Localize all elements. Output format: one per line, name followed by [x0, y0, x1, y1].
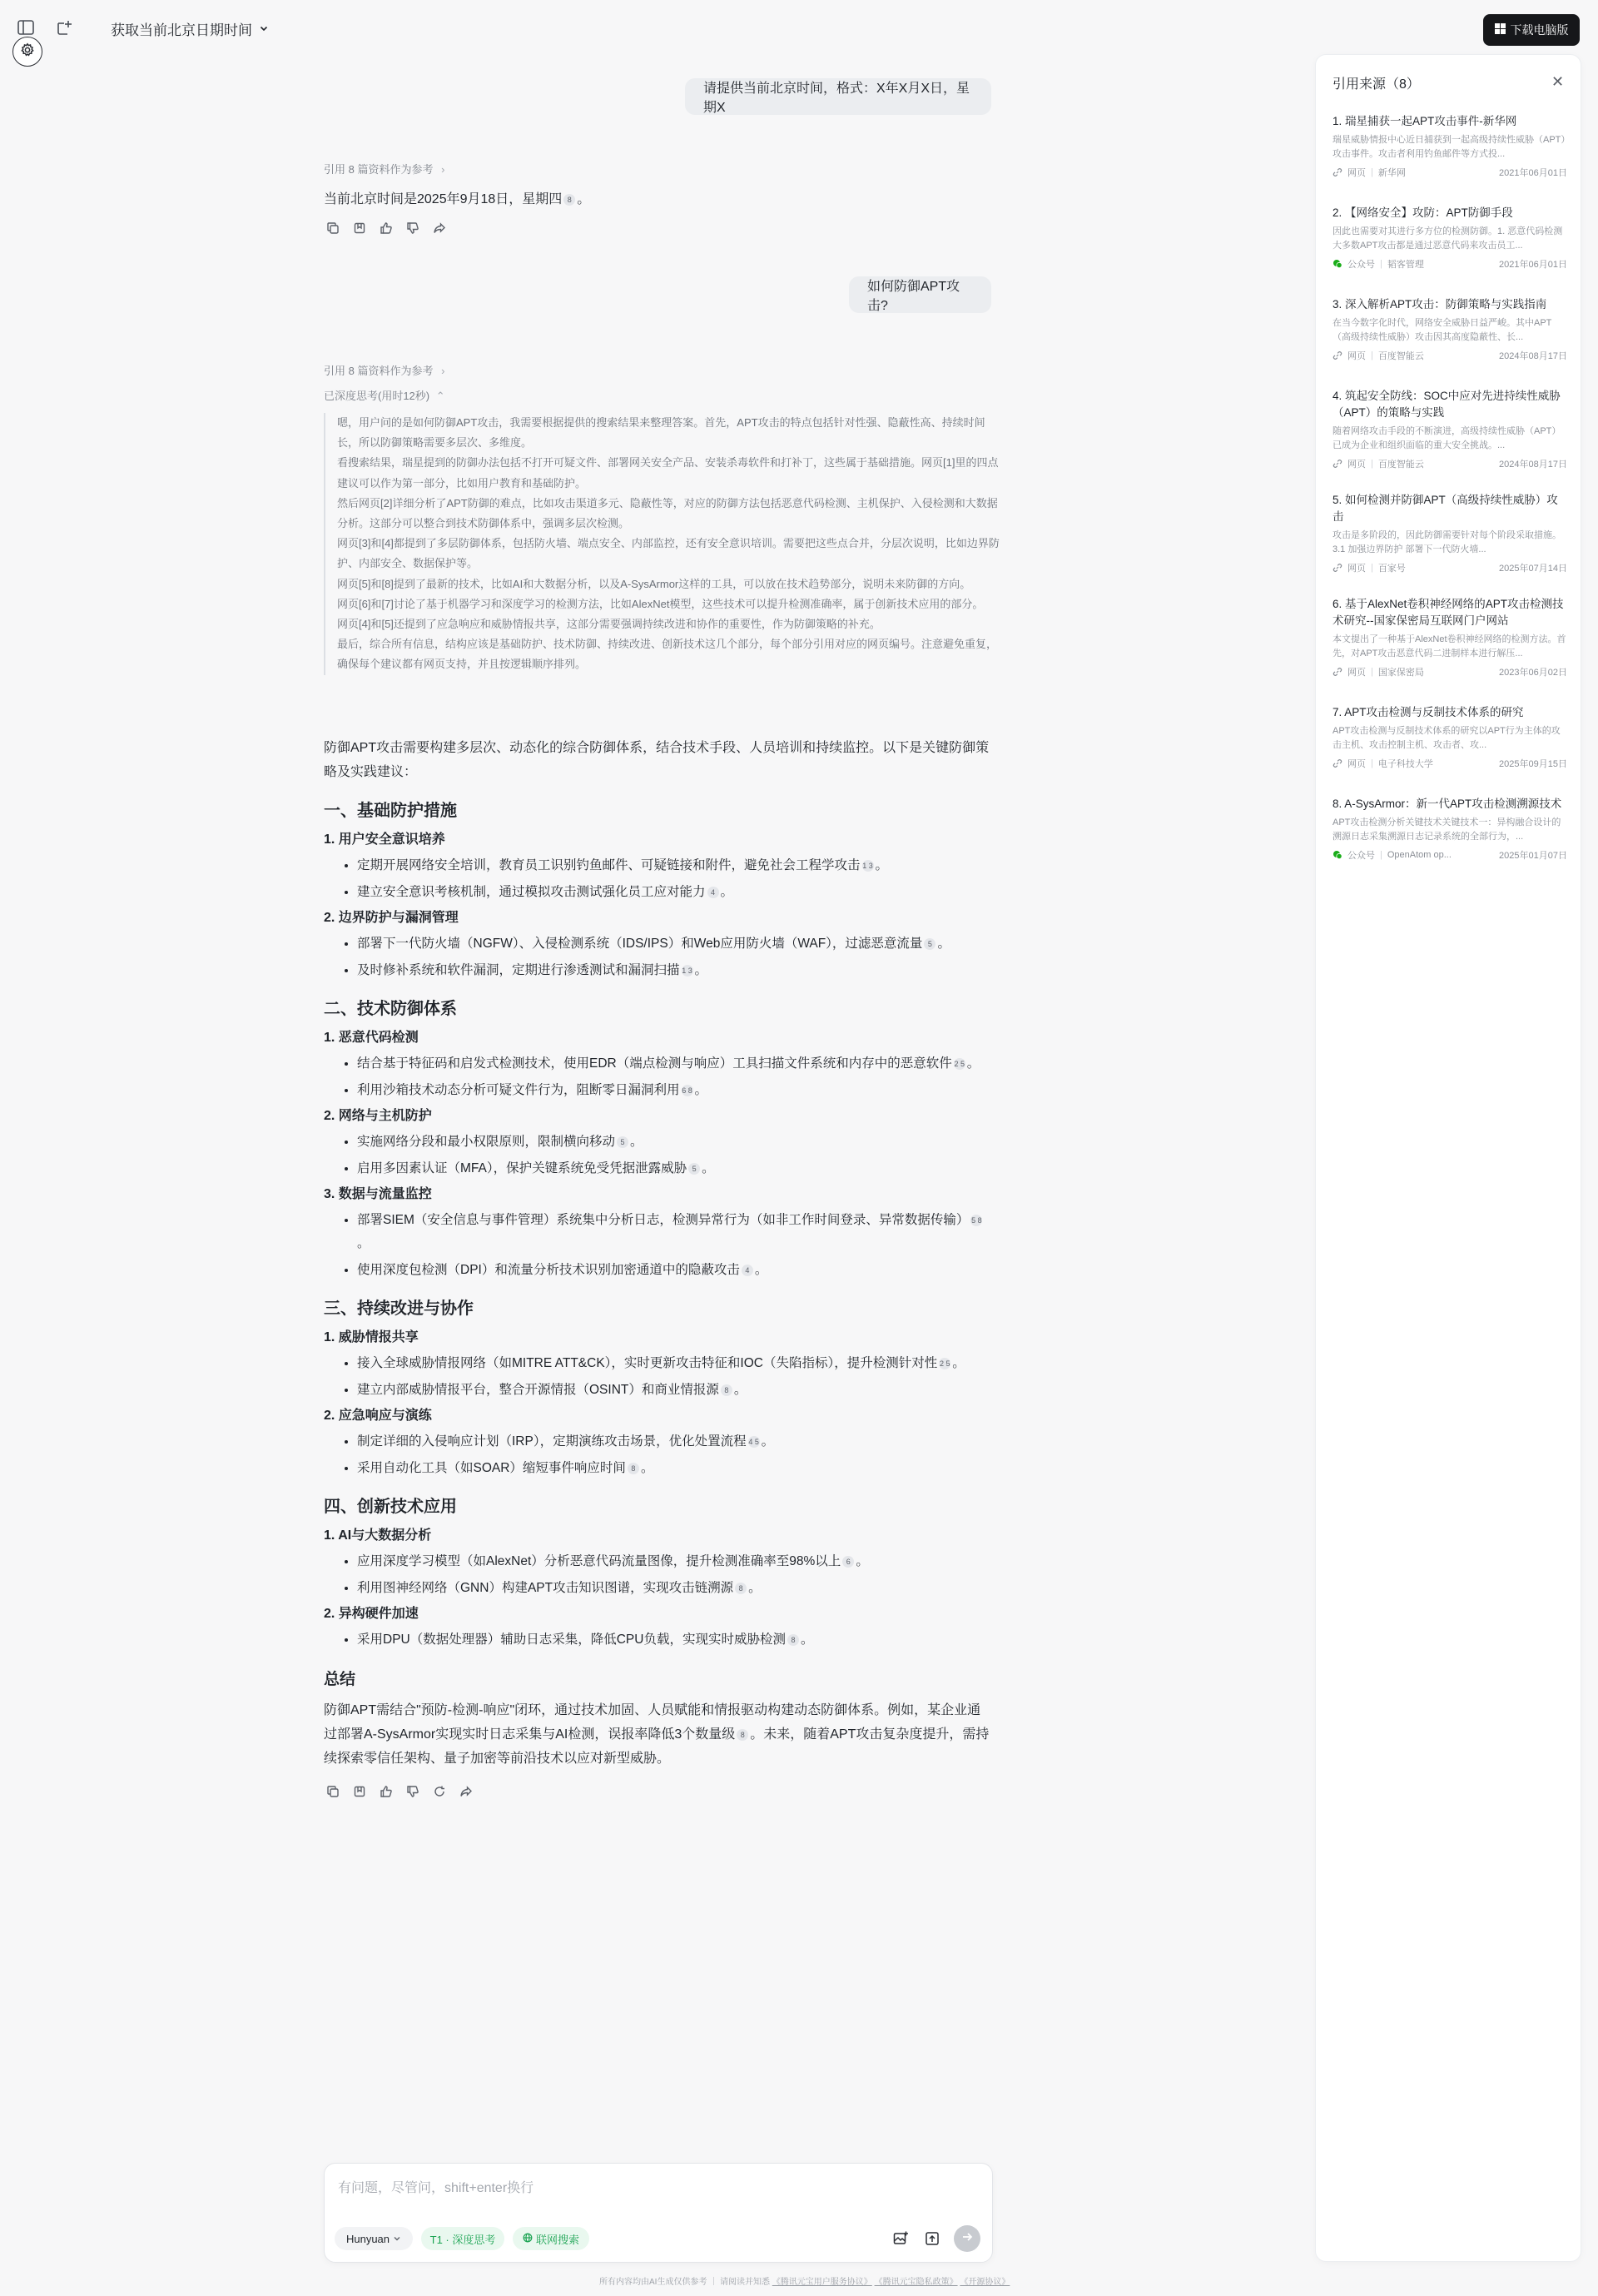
conversation-title[interactable] [111, 18, 269, 39]
source-date: 2024年08月17日 [1499, 460, 1567, 470]
citation-badge[interactable]: 5 8 [971, 1216, 982, 1225]
footer-link-privacy[interactable]: 《腾讯元宝隐私政策》 [874, 2278, 958, 2287]
list-item-text: 定期开展网络安全培训，教育员工识别钓鱼邮件、可疑链接和附件，避免社会工程学攻击 [357, 858, 861, 872]
image-upload-icon[interactable] [892, 2230, 909, 2251]
source-snippet: 攻击是多阶段的，因此防御需要针对每个阶段采取措施。3.1 加强边界防护 部署下一代防火墙... [1332, 530, 1561, 554]
citation-badge[interactable]: 8 [787, 1634, 799, 1646]
list-item-text: 结合基于特征码和启发式检测技术，使用EDR（端点检测与响应）工具扫描文件系统和内存中的恶意软件 [357, 1056, 952, 1071]
thinking-toggle[interactable] [324, 387, 445, 403]
message-actions [324, 219, 449, 237]
list-item [357, 1259, 990, 1282]
separator: | [1380, 259, 1382, 269]
source-card[interactable] [1332, 492, 1567, 574]
sentence-end: 。 [577, 192, 591, 206]
web-search-toggle[interactable] [513, 2227, 589, 2250]
source-title[interactable]: 3. 深入解析APT攻击：防御策略与实践指南 [1332, 298, 1547, 311]
chevron-down-icon [393, 2233, 401, 2245]
separator: | [1371, 667, 1373, 677]
sentence-end: 。 [875, 858, 889, 872]
subsection-heading: 2. 边界防护与漏洞管理 [324, 911, 459, 925]
chevron-right-icon: › [441, 163, 445, 176]
sources-panel-title: 引用来源（8） [1332, 77, 1420, 92]
sentence-end: 。 [754, 1263, 768, 1277]
source-title[interactable]: 6. 基于AlexNet卷积神经网络的APT攻击检测技术研究--国家保密局互联网门户网站 [1332, 598, 1564, 627]
source-title[interactable]: 4. 筑起安全防线：SOC中应对先进持续性威胁（APT）的策略与实践 [1332, 390, 1561, 419]
sentence-end: 。 [694, 963, 708, 977]
citation-badge[interactable]: 5 [688, 1163, 700, 1175]
list-item-text: 制定详细的入侵响应计划（IRP），定期演练攻击场景，优化处置流程 [357, 1434, 747, 1449]
list-item [357, 1430, 990, 1454]
source-title[interactable]: 2. 【网络安全】攻防：APT防御手段 [1332, 206, 1513, 219]
bullet-list [324, 854, 990, 904]
share-icon[interactable] [430, 219, 449, 237]
thumbs-up-icon[interactable] [377, 219, 395, 237]
source-type: 公众号 [1347, 260, 1375, 270]
thinking-paragraph: 嗯，用户问的是如何防御APT攻击，我需要根据提供的搜索结果来整理答案。首先，APT攻击的特点包括针对性强、隐蔽性高、持续时间长，所以防御策略需要多层次、多维度。 [337, 416, 985, 450]
list-item [357, 1352, 990, 1375]
source-snippet: APT攻击检测与反制技术体系的研究以APT行为主体的攻击主机、攻击控制主机、攻击者、攻... [1332, 726, 1561, 750]
separator: | [1371, 350, 1373, 360]
source-card[interactable] [1332, 796, 1567, 862]
source-meta [1332, 349, 1567, 362]
subsection-heading: 2. 异构硬件加速 [324, 1607, 419, 1621]
list-item [357, 1577, 990, 1600]
link-icon [1332, 667, 1342, 677]
source-date: 2025年07月14日 [1499, 564, 1567, 574]
list-item-text: 部署SIEM（安全信息与事件管理）系统集中分析日志，检测异常行为（如非工作时间登录、异常数据传输） [357, 1213, 970, 1227]
sentence-end: 。 [733, 1383, 747, 1397]
share-icon[interactable] [457, 1782, 475, 1801]
bullet-list [324, 1209, 990, 1282]
user-message-text: 如何防御APT攻击? [867, 280, 960, 313]
chevron-down-icon [259, 21, 269, 37]
section-heading: 二、技术防御体系 [324, 1000, 457, 1018]
source-snippet: APT攻击检测分析关键技术关键技术一：异构融合设计的溯源日志采集溯源日志记录系统的全部行为，... [1332, 818, 1561, 842]
user-message [849, 276, 991, 313]
web-search-label: 联网搜索 [535, 2233, 579, 2246]
thinking-paragraph: 然后网页[2]详细分析了APT防御的难点，比如攻击渠道多元、隐蔽性等，对应的防御方法包括恶意代码检测、主机保护、入侵检测和大数据分析。这部分可以整合到技术防御体系中，强调多层次检测。 [337, 496, 998, 530]
link-icon [1332, 459, 1342, 469]
download-label: 下载电脑版 [1510, 23, 1569, 37]
user-message-text: 请提供当前北京时间，格式：X年X月X日，星期X [703, 82, 970, 115]
citation-badge[interactable]: 2 5 [939, 1359, 950, 1368]
source-date: 2023年06月02日 [1499, 668, 1567, 678]
list-item [357, 1457, 990, 1480]
summary-text-a: 防御APT需结合"预防-检测-响应"闭环，通过技术加固、人员赋能和情报驱动构建动态防御体系。例如，某企业通过部署A-SysArmor实现实时日志采集与AI检测，误报率降低3个数量级 [324, 1703, 981, 1742]
references-label: 引用 8 篇资料作为参考 [324, 365, 434, 377]
bullet-list [324, 1430, 990, 1480]
thinking-paragraph: 网页[3]和[4]都提到了多层防御体系，包括防火墙、端点安全、内部监控，还有安全意识培训。需要把这些点合并，分层次说明，比如边界防护、内部安全、数据保护等。 [337, 537, 1000, 570]
thumbs-down-icon[interactable] [404, 1782, 422, 1801]
deep-think-toggle[interactable] [421, 2227, 504, 2250]
citation-badge[interactable]: 4 5 [748, 1438, 759, 1446]
windows-icon [1495, 23, 1506, 37]
summary-text-b: 。未来，随着APT攻击复杂度提升，需持续探索零信任架构、量子加密等前沿技术以应对新型威胁。 [324, 1727, 990, 1766]
sentence-end: 。 [720, 885, 734, 899]
thumbs-up-icon[interactable] [377, 1782, 395, 1801]
list-item-text: 应用深度学习模型（如AlexNet）分析恶意代码流量图像，提升检测准确率至98%以上 [357, 1554, 841, 1568]
list-item-text: 采用自动化工具（如SOAR）缩短事件响应时间 [357, 1461, 626, 1475]
download-desktop-button[interactable] [1483, 14, 1580, 46]
chevron-up-icon: ⌃ [435, 390, 445, 402]
source-site: 电子科技大学 [1377, 759, 1433, 769]
bookmark-icon[interactable] [350, 1782, 369, 1801]
source-date: 2024年08月17日 [1499, 351, 1567, 361]
thinking-content [324, 413, 1003, 675]
source-card[interactable] [1332, 296, 1567, 362]
link-icon [1332, 563, 1342, 573]
thinking-paragraph: 最后，综合所有信息，结构应该是基础防护、技术防御、持续改进、创新技术这几个部分，每个部分引用对应的网页编号。注意避免重复，确保每个建议都有网页支持，并且按逻辑顺序排列。 [337, 638, 998, 671]
list-item-text: 建立内部威胁情报平台，整合开源情报（OSINT）和商业情报源 [357, 1383, 719, 1397]
chevron-right-icon: › [441, 365, 445, 377]
sentence-end: 。 [630, 1135, 643, 1149]
citation-badge[interactable]: 8 [737, 1729, 748, 1741]
source-card[interactable] [1332, 388, 1567, 470]
thinking-paragraph: 网页[6]和[7]讨论了基于机器学习和深度学习的检测方法，比如AlexNet模型，这些技术可以提升检测准确率，属于创新技术应用的部分。 [337, 597, 984, 610]
sources-panel [1316, 55, 1581, 2261]
deep-think-label: T1 · 深度思考 [429, 2233, 496, 2246]
source-type: 网页 [1347, 564, 1366, 574]
list-item-text: 利用图神经网络（GNN）构建APT攻击知识图谱，实现攻击链溯源 [357, 1581, 734, 1595]
sentence-end: 。 [952, 1356, 965, 1370]
source-snippet: 瑞星威胁情报中心近日捕获到一起高级持续性威胁（APT）攻击事件。攻击者利用钓鱼邮件等方式投... [1332, 135, 1566, 159]
source-site: OpenAtom op... [1387, 850, 1452, 860]
references-toggle[interactable] [324, 362, 444, 378]
subsection-heading: 1. 恶意代码检测 [324, 1031, 419, 1045]
source-site: 百度智能云 [1377, 351, 1424, 361]
citation-badge[interactable]: 8 [721, 1384, 732, 1396]
list-item-text: 启用多因素认证（MFA），保护关键系统免受凭据泄露威胁 [357, 1161, 687, 1175]
sentence-end: 。 [357, 1236, 370, 1250]
citation-badge[interactable]: 1 3 [862, 862, 873, 870]
bullet-list [324, 1131, 990, 1180]
section-heading: 四、创新技术应用 [324, 1498, 457, 1516]
citation-badge[interactable]: 5 [617, 1136, 628, 1148]
message-actions [324, 1782, 990, 1801]
subsection-heading: 2. 应急响应与演练 [324, 1409, 432, 1423]
source-site: 韬客管理 [1387, 260, 1424, 270]
source-site: 百度智能云 [1377, 460, 1424, 470]
copy-icon[interactable] [324, 219, 342, 237]
source-meta [1332, 257, 1567, 271]
list-item-text: 及时修补系统和软件漏洞，定期进行渗透测试和漏洞扫描 [357, 963, 680, 977]
citation-badge[interactable]: 6 [842, 1556, 854, 1568]
sentence-end: 。 [748, 1581, 762, 1595]
list-item [357, 1079, 990, 1102]
source-site: 百家号 [1377, 564, 1406, 574]
footer-disclaimer [599, 2274, 1010, 2287]
thinking-paragraph: 看搜索结果，瑞星提到的防御办法包括不打开可疑文件、部署网关安全产品、安装杀毒软件和打补丁，这些属于基础措施。网页[1]里的四点建议可以作为第一部分，比如用户教育和基础防护。 [337, 456, 999, 490]
list-item-text: 部署下一代防火墙（NGFW）、入侵检测系统（IDS/IPS）和Web应用防火墙（WAF），过滤恶意流量 [357, 937, 923, 951]
source-type: 网页 [1347, 759, 1366, 769]
source-meta [1332, 561, 1567, 574]
chat-input-box[interactable] [324, 2163, 993, 2263]
footer-text: 所有内容均由AI生成仅供参考 ｜ 请阅读并知悉 [599, 2278, 771, 2287]
send-arrow-icon [961, 2231, 973, 2247]
source-snippet: 本文提出了一种基于AlexNet卷积神经网络的检测方法。首先，对APT攻击恶意代码二进制样本进行解压... [1332, 634, 1566, 658]
list-item-text: 实施网络分段和最小权限原则，限制横向移动 [357, 1135, 616, 1149]
source-date: 2025年01月07日 [1499, 851, 1567, 861]
settings-button[interactable] [12, 37, 42, 67]
model-selector[interactable] [335, 2227, 413, 2250]
source-meta [1332, 166, 1567, 179]
citation-badge[interactable]: 6 8 [682, 1086, 692, 1095]
source-meta [1332, 457, 1567, 470]
link-icon [1332, 758, 1342, 768]
answer-sections [324, 799, 990, 1652]
source-type: 网页 [1347, 168, 1366, 178]
source-title[interactable]: 5. 如何检测并防御APT（高级持续性威胁）攻击 [1332, 494, 1558, 523]
subsection-heading: 1. 用户安全意识培养 [324, 832, 445, 847]
new-chat-icon[interactable] [55, 18, 77, 40]
source-card[interactable] [1332, 205, 1567, 271]
list-item [357, 1209, 990, 1255]
list-item [357, 932, 990, 956]
separator: | [1371, 459, 1373, 469]
link-icon [1332, 167, 1342, 177]
list-item [357, 1628, 990, 1652]
bullet-list [324, 1550, 990, 1600]
source-snippet: 因此也需要对其进行多方位的检测防御。1. 恶意代码检测大多数APT攻击都是通过恶意代码来攻击员工... [1332, 226, 1563, 251]
citation-badge[interactable]: 8 [563, 194, 575, 206]
thinking-paragraph: 网页[5]和[8]提到了最新的技术，比如AI和大数据分析，以及A-SysArmor这样的工具，可以放在技术趋势部分，说明未来防御的方向。 [337, 577, 971, 590]
bookmark-icon[interactable] [350, 219, 369, 237]
source-card[interactable] [1332, 113, 1567, 179]
list-item [357, 1550, 990, 1573]
list-item-text: 使用深度包检测（DPI）和流量分析技术识别加密通道中的隐蔽攻击 [357, 1263, 740, 1277]
summary-heading: 总结 [324, 1671, 356, 1688]
source-meta [1332, 665, 1567, 678]
references-toggle[interactable] [324, 161, 444, 176]
source-card[interactable] [1332, 596, 1567, 678]
source-card[interactable] [1332, 704, 1567, 770]
section-heading: 三、持续改进与协作 [324, 1300, 474, 1318]
thinking-paragraph: 网页[4]和[5]还提到了应急响应和威胁情报共享，这部分需要强调持续改进和协作的重要性，作为防御策略的补充。 [337, 618, 881, 631]
thumbs-down-icon[interactable] [404, 219, 422, 237]
bullet-list [324, 1052, 990, 1102]
source-date: 2021年06月01日 [1499, 168, 1567, 178]
list-item-text: 利用沙箱技术动态分析可疑文件行为，阻断零日漏洞利用 [357, 1083, 680, 1097]
sentence-end: 。 [702, 1161, 715, 1175]
separator: | [1371, 758, 1373, 768]
list-item [357, 1157, 990, 1180]
source-type: 公众号 [1347, 851, 1375, 861]
sentence-end: 。 [966, 1056, 980, 1071]
section-heading: 一、基础防护措施 [324, 802, 457, 820]
footer-link-terms[interactable]: 《腾讯元宝用户服务协议》 [772, 2278, 872, 2287]
wechat-icon [1332, 259, 1342, 269]
references-label: 引用 8 篇资料作为参考 [324, 163, 434, 176]
sentence-end: 。 [694, 1083, 708, 1097]
assistant-answer [324, 736, 990, 1801]
source-title[interactable]: 8. A-SysArmor：新一代APT攻击检测溯源技术 [1332, 798, 1562, 810]
source-site: 国家保密局 [1377, 668, 1424, 678]
wechat-icon [1332, 850, 1342, 860]
source-meta [1332, 757, 1567, 770]
conversation-title-text: 获取当前北京日期时间 [111, 22, 252, 38]
globe-icon [523, 2233, 533, 2245]
sentence-end: 。 [856, 1554, 869, 1568]
list-item [357, 881, 990, 904]
list-item [357, 959, 990, 982]
source-snippet: 在当今数字化时代，网络安全威胁日益严峻。其中APT（高级持续性威胁）攻击因其高度隐蔽性、长... [1332, 318, 1552, 342]
separator: | [1371, 167, 1373, 177]
regenerate-icon[interactable] [430, 1782, 449, 1801]
subsection-heading: 2. 网络与主机防护 [324, 1109, 432, 1123]
source-meta [1332, 848, 1567, 862]
citation-badge[interactable]: 4 [707, 887, 719, 898]
citation-badge[interactable]: 8 [735, 1583, 747, 1594]
list-item [357, 1052, 990, 1076]
subsection-heading: 1. 威胁情报共享 [324, 1330, 419, 1344]
list-item [357, 1131, 990, 1154]
citation-badge[interactable]: 2 5 [954, 1060, 965, 1068]
copy-icon[interactable] [324, 1782, 342, 1801]
sentence-end: 。 [640, 1461, 654, 1475]
citation-badge[interactable]: 5 [924, 938, 935, 950]
citation-badge[interactable]: 1 3 [682, 967, 692, 975]
sentence-end: 。 [937, 937, 950, 951]
answer-intro: 防御APT攻击需要构建多层次、动态化的综合防御体系，结合技术手段、人员培训和持续监控。以下是关键防御策略及实践建议： [324, 741, 990, 779]
source-type: 网页 [1347, 460, 1366, 470]
gear-icon [20, 42, 35, 62]
bullet-list [324, 1352, 990, 1402]
source-title[interactable]: 1. 瑞星捕获一起APT攻击事件-新华网 [1332, 115, 1517, 127]
summary-text [324, 1698, 990, 1771]
source-title[interactable]: 7. APT攻击检测与反制技术体系的研究 [1332, 706, 1524, 718]
source-date: 2021年06月01日 [1499, 260, 1567, 270]
subsection-heading: 1. AI与大数据分析 [324, 1528, 432, 1543]
user-message [685, 78, 991, 115]
list-item-text: 接入全球威胁情报网络（如MITRE ATT&CK），实时更新攻击特征和IOC（失陷指标），提升检测针对性 [357, 1356, 938, 1370]
bullet-list [324, 1628, 990, 1652]
list-item [357, 854, 990, 877]
citation-badge[interactable]: 4 [742, 1265, 753, 1276]
assistant-message [324, 188, 590, 207]
source-site: 新华网 [1377, 168, 1406, 178]
model-label: Hunyuan [345, 2232, 390, 2245]
source-type: 网页 [1347, 668, 1366, 678]
assistant-message-text: 当前北京时间是2025年9月18日，星期四 [324, 192, 563, 206]
list-item-text: 采用DPU（数据处理器）辅助日志采集，降低CPU负载，实现实时威胁检测 [357, 1633, 786, 1647]
file-upload-icon[interactable] [924, 2230, 940, 2251]
citation-badge[interactable]: 8 [628, 1463, 639, 1474]
subsection-heading: 3. 数据与流量监控 [324, 1187, 432, 1201]
source-snippet: 随着网络攻击手段的不断演进，高级持续性威胁（APT）已成为企业和组织面临的重大安全挑战。... [1332, 426, 1561, 450]
chat-input[interactable]: 有问题，尽管问，shift+enter换行 [338, 2181, 534, 2195]
sentence-end: 。 [761, 1434, 775, 1449]
source-type: 网页 [1347, 351, 1366, 361]
thinking-label-text: 已深度思考(用时12秒) [324, 390, 430, 402]
list-item-text: 建立安全意识考核机制，通过模拟攻击测试强化员工应对能力 [357, 885, 706, 899]
footer-link-opensource[interactable]: 《开源协议》 [960, 2278, 1010, 2287]
source-date: 2025年09月15日 [1499, 759, 1567, 769]
close-icon[interactable]: ✕ [1551, 73, 1565, 90]
bullet-list [324, 932, 990, 982]
link-icon [1332, 350, 1342, 360]
sentence-end: 。 [800, 1633, 814, 1647]
separator: | [1371, 563, 1373, 573]
send-button[interactable] [954, 2225, 980, 2252]
list-item [357, 1379, 990, 1402]
separator: | [1380, 850, 1382, 860]
